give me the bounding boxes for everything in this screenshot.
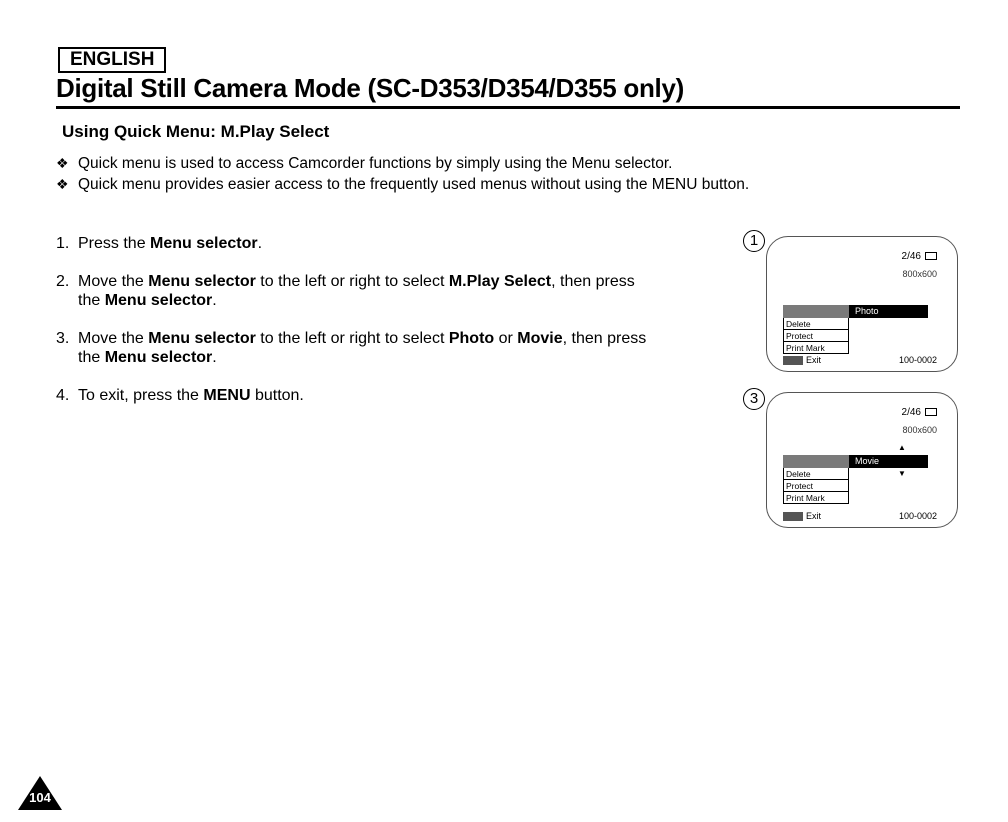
step-keyword: Menu selector — [104, 349, 213, 366]
menu-selected-row — [783, 305, 928, 318]
menu-item-delete: Delete — [783, 318, 849, 330]
menu-item-print-mark: Print Mark — [783, 492, 849, 504]
bullet-item — [56, 155, 672, 173]
language-badge: ENGLISH — [58, 47, 166, 73]
image-counter — [902, 251, 937, 262]
menu-item-print-mark: Print Mark — [783, 342, 849, 354]
page-title: Digital Still Camera Mode (SC-D353/D354/D355 only) — [56, 73, 684, 103]
menu-item-delete: Delete — [783, 468, 849, 480]
step-text: Press the — [78, 235, 151, 252]
step-2 — [56, 272, 635, 310]
step-keyword: Menu selector — [104, 292, 213, 309]
step-text: , then press — [551, 273, 635, 290]
bullet-text: Quick menu provides easier access to the frequently used menus without using the MENU button. — [78, 176, 750, 193]
step-keyword: Photo — [448, 330, 495, 347]
step-keyword: Menu selector — [148, 273, 256, 290]
diamond-bullet-icon: ❖ — [56, 155, 69, 171]
quick-menu — [783, 305, 928, 354]
step-keyword: Menu selector — [148, 330, 256, 347]
menu-item-protect: Protect — [783, 480, 849, 492]
step-text: to the left or right to select — [255, 273, 449, 290]
page-number-badge — [18, 776, 62, 810]
step-1 — [56, 234, 262, 253]
section-heading: Using Quick Menu: M.Play Select — [62, 122, 330, 141]
screen-label-1: 1 — [743, 230, 765, 252]
step-text: . — [257, 235, 263, 252]
menu-selected-value: Movie — [855, 456, 880, 466]
step-text: Move the — [78, 330, 149, 347]
file-number: 100-0002 — [898, 355, 937, 365]
memory-card-icon — [925, 408, 937, 416]
step-number: 4. — [56, 387, 70, 404]
lcd-screen-1 — [766, 236, 958, 372]
down-arrow-icon: ▼ — [898, 469, 906, 478]
step-text: button. — [250, 387, 304, 404]
diamond-bullet-icon: ❖ — [56, 176, 69, 192]
m-play-select-highlight — [783, 455, 849, 468]
page-number: 104 — [29, 790, 51, 805]
step-number: 3. — [56, 330, 70, 347]
exit-text: Exit — [806, 511, 822, 521]
step-text: the — [78, 349, 105, 366]
step-text: Move the — [78, 273, 149, 290]
step-keyword: Menu selector — [150, 235, 258, 252]
m-play-select-highlight — [783, 305, 849, 318]
image-counter — [902, 407, 937, 418]
memory-card-icon — [925, 252, 937, 260]
bullet-text: Quick menu is used to access Camcorder functions by simply using the Menu selector. — [78, 155, 673, 172]
step-number: 1. — [56, 235, 70, 252]
title-divider — [56, 106, 960, 109]
step-text: . — [212, 292, 217, 309]
step-keyword: Movie — [517, 330, 563, 347]
lcd-screen-3 — [766, 392, 958, 528]
step-keyword: MENU — [203, 387, 251, 404]
step-text: or — [494, 330, 518, 347]
counter-text: 2/46 — [901, 407, 921, 418]
exit-hint — [783, 355, 821, 365]
step-text: To exit, press the — [78, 387, 204, 404]
menu-selected-row — [783, 455, 928, 468]
resolution-label: 800x600 — [902, 425, 937, 435]
resolution-label: 800x600 — [902, 269, 937, 279]
up-arrow-icon: ▲ — [898, 443, 906, 452]
file-number: 100-0002 — [898, 511, 937, 521]
bullet-item — [56, 176, 749, 194]
exit-text: Exit — [806, 355, 822, 365]
quick-menu — [783, 443, 928, 504]
menu-button-icon — [783, 512, 803, 521]
screen-label-3: 3 — [743, 388, 765, 410]
step-number: 2. — [56, 273, 70, 290]
step-text: to the left or right to select — [255, 330, 449, 347]
exit-hint — [783, 511, 821, 521]
step-keyword: M.Play Select — [448, 273, 552, 290]
step-4 — [56, 386, 304, 405]
step-text: , then press — [562, 330, 647, 347]
counter-text: 2/46 — [901, 251, 921, 262]
menu-button-icon — [783, 356, 803, 365]
step-text: the — [78, 292, 105, 309]
menu-selected-value: Photo — [855, 306, 879, 316]
menu-item-protect: Protect — [783, 330, 849, 342]
step-text: . — [212, 349, 217, 366]
step-3 — [56, 329, 646, 367]
